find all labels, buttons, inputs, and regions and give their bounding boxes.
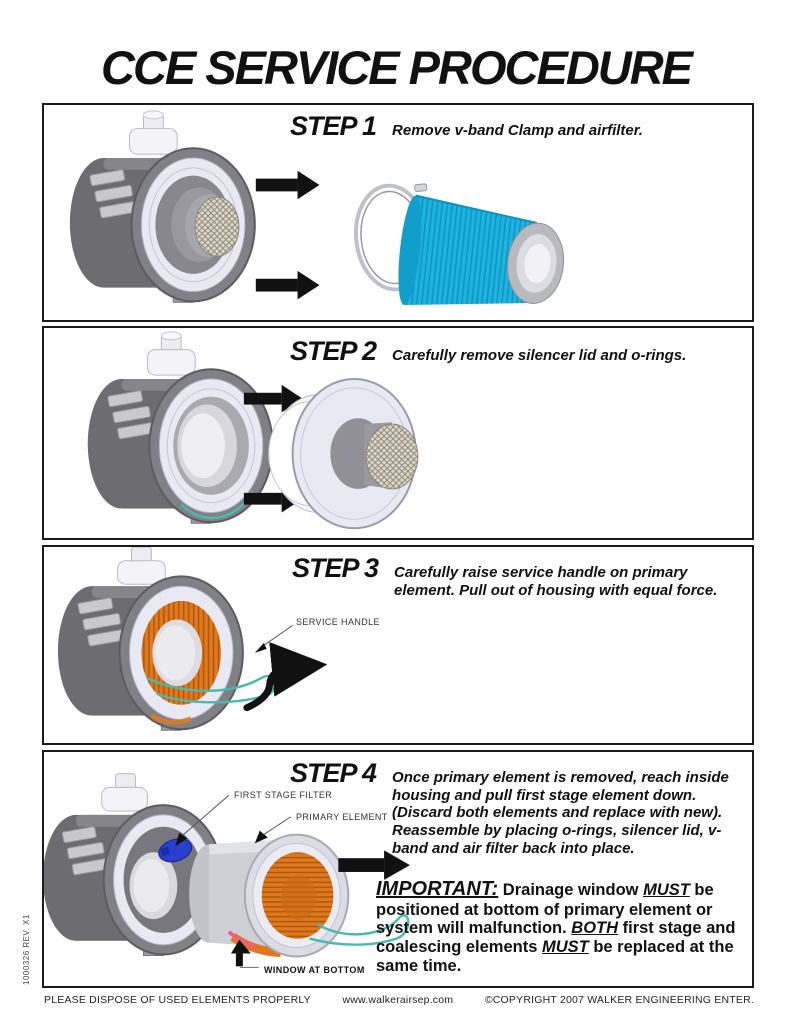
first-stage-filter-callout: FIRST STAGE FILTER (234, 790, 333, 800)
step-3-label: STEP 3 (292, 553, 379, 583)
step-3-panel (42, 545, 754, 745)
important-heading: IMPORTANT: (376, 878, 499, 900)
top-fitting (118, 547, 166, 584)
housing-illustration (58, 547, 276, 730)
top-fitting (147, 332, 195, 375)
arrow-right-icon (256, 271, 320, 299)
primary-element-callout: PRIMARY ELEMENT (296, 812, 388, 822)
curved-arrow-icon (247, 668, 293, 708)
top-fitting (102, 774, 148, 811)
step-4-panel (42, 750, 754, 988)
page-footer (44, 994, 754, 1006)
window-at-bottom-callout: WINDOW AT BOTTOM (264, 965, 365, 975)
important-note (376, 878, 756, 975)
air-filter-cone (394, 195, 569, 320)
footer-copyright: ©COPYRIGHT 2007 WALKER ENGINEERING ENTER. (484, 994, 754, 1006)
step-1-label: STEP 1 (290, 111, 377, 141)
step-4-label: STEP 4 (290, 758, 377, 788)
step-2-label: STEP 2 (290, 336, 377, 366)
step-1-panel (42, 103, 754, 322)
step-3-instruction: Carefully raise service handle on primary element. Pull out of housing with equal force. (394, 564, 718, 599)
arrow-right-icon (256, 171, 320, 199)
step-2-panel (42, 326, 754, 540)
step-2-instruction: Carefully remove silencer lid and o-rings. (392, 347, 687, 364)
footer-dispose-note: PLEASE DISPOSE OF USED ELEMENTS PROPERLY (44, 994, 311, 1006)
revision-code: 1000326 REV. X1 (22, 914, 31, 985)
top-fitting (130, 111, 178, 154)
service-handle-callout: SERVICE HANDLE (296, 617, 380, 627)
service-handle-leader-line (255, 625, 293, 652)
step-4-instruction: Once primary element is removed, reach inside housing and pull first stage element down. (Discard both elements and replace with new). Reassemble by placing o-rings, silencer lid, v-band and air filter back into place. (392, 769, 729, 857)
lid-nozzle (330, 418, 418, 489)
page-title: CCE SERVICE PROCEDURE (101, 41, 691, 94)
important-text: Drainage window MUST be positioned at bottom of primary element or system will malfunction. BOTH first stage and coalescing elements MUST be replaced at the same time. (376, 881, 736, 975)
housing-illustration (70, 111, 255, 302)
step-1-instruction: Remove v-band Clamp and airfilter. (392, 122, 643, 139)
footer-website: www.walkerairsep.com (342, 994, 454, 1006)
